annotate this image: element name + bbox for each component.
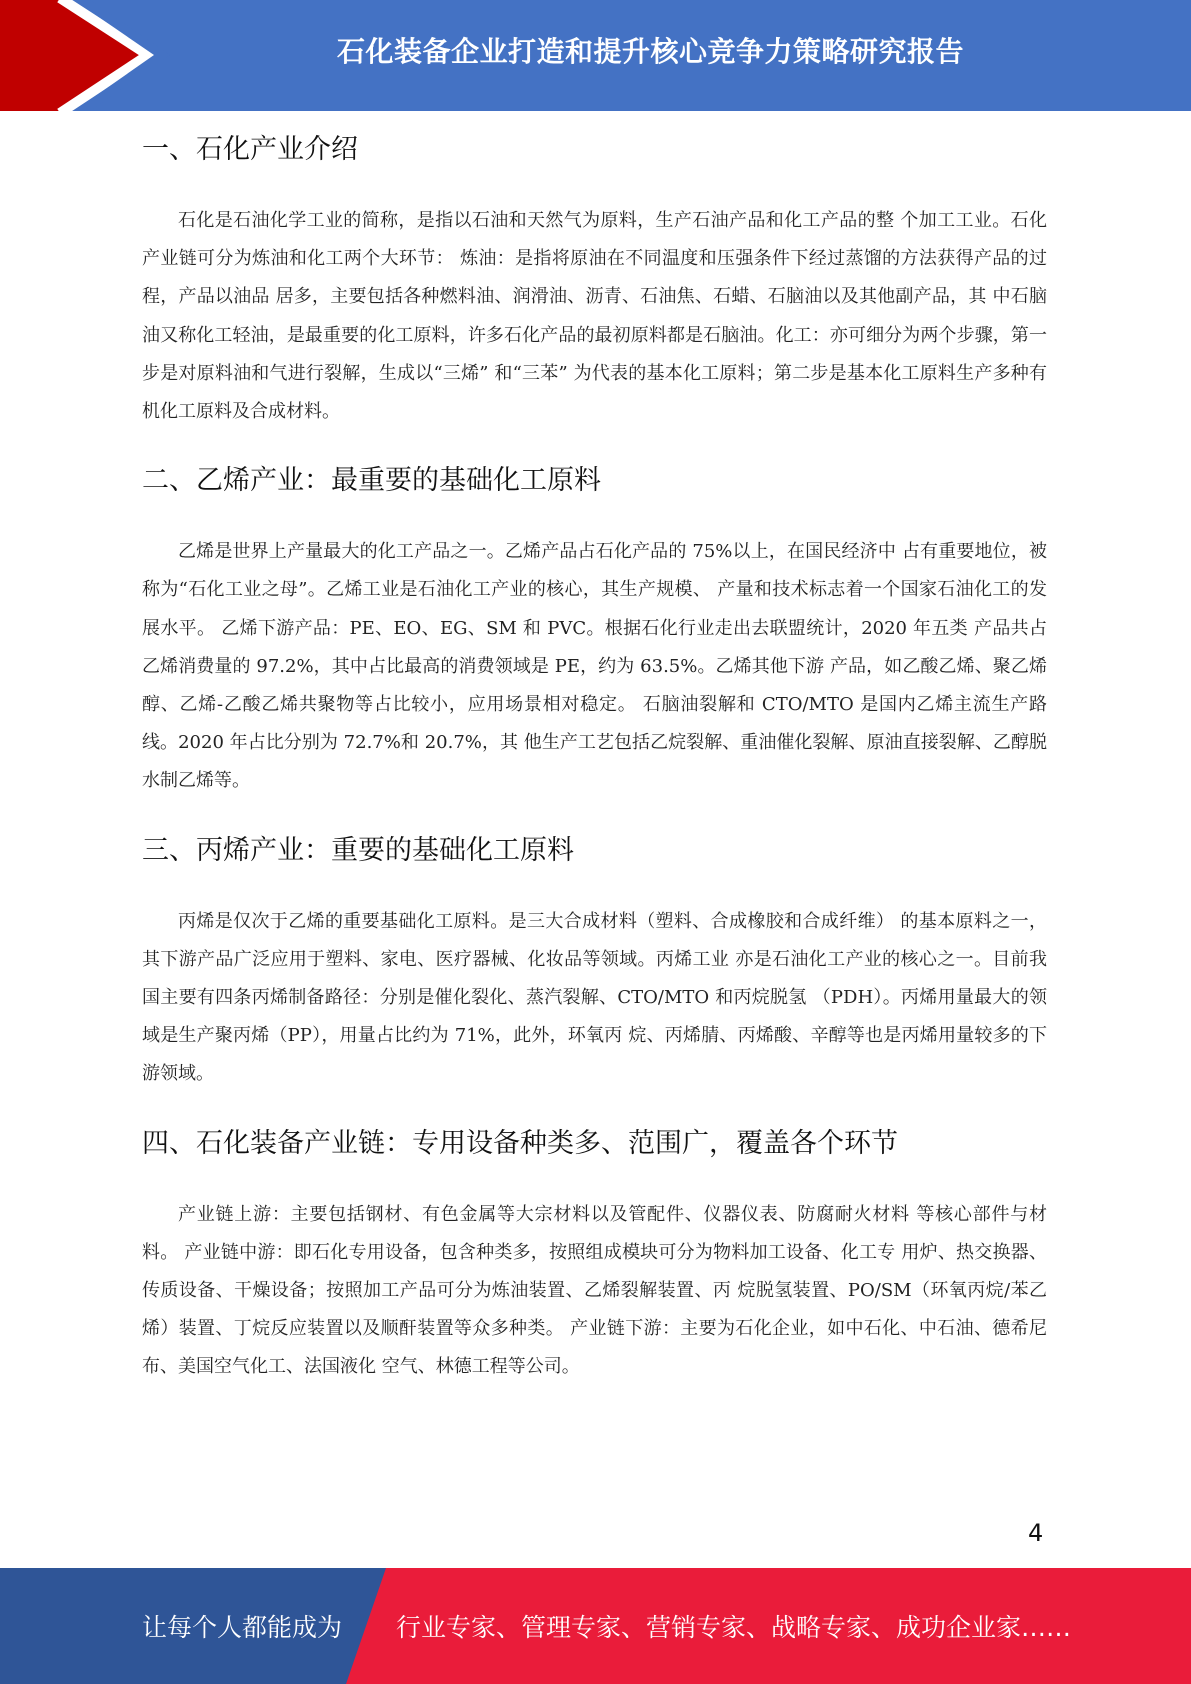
section-paragraph: 乙烯是世界上产量最大的化工产品之一。乙烯产品占石化产品的 75%以上，在国民经济中 占有重要地位，被称为“石化工业之母”。乙烯工业是石油化工产业的核心，其生产规模、 产量和技术标志着一个国家石油化工的发展水平。 乙烯下游产品：PE、EO、EG、SM 和 PVC。根据石化行业走出去联盟统计，2020 年五类 产品共占乙烯消费量的 97.2%，其中占比最高的消费领域是 PE，约为 63.5%。乙烯其他下游 产品，如乙酸乙烯、聚乙烯醇、乙烯-乙酸乙烯共聚物等占比较小，应用场景相对稳定。 石脑油裂解和 CTO/MTO 是国内乙烯主流生产路线。2020 年占比分别为 72.7%和 20.7%，其 他生产工艺包括乙烷裂解、重油催化裂解、原油直接裂解、乙醇脱水制乙烯等。 bbox=[142, 541, 1047, 792]
section-propylene bbox=[142, 821, 1047, 1094]
section-ethylene bbox=[142, 451, 1047, 800]
section-equipment-chain bbox=[142, 1114, 1047, 1387]
section-petrochemical-intro bbox=[142, 120, 1047, 431]
section-heading: 四、石化装备产业链：专用设备种类多、范围广，覆盖各个环节 bbox=[142, 1127, 898, 1159]
page-content bbox=[142, 120, 1047, 1407]
section-paragraph: 产业链上游：主要包括钢材、有色金属等大宗材料以及管配件、仪器仪表、防腐耐火材料 等核心部件与材料。 产业链中游：即石化专用设备，包含种类多，按照组成模块可分为物料加工设备、化工专 用炉、热交换器、传质设备、干燥设备；按照加工产品可分为炼油装置、乙烯裂解装置、丙 烷脱氢装置、PO/SM（环氧丙烷/苯乙烯）装置、丁烷反应装置以及顺酐装置等众多种类。 产业链下游：主要为石化企业，如中石化、中石油、德希尼布、美国空气化工、法国液化 空气、林德工程等公司。 bbox=[142, 1203, 1047, 1378]
section-heading: 三、丙烯产业：重要的基础化工原料 bbox=[142, 834, 574, 866]
footer-slogan-right: 行业专家、管理专家、营销专家、战略专家、成功企业家…… bbox=[396, 1613, 1072, 1642]
page-header bbox=[0, 0, 1191, 111]
section-heading: 一、石化产业介绍 bbox=[142, 134, 358, 165]
page-footer bbox=[0, 1568, 1191, 1684]
header-red-arrow bbox=[0, 0, 148, 111]
section-paragraph: 石化是石油化学工业的简称，是指以石油和天然气为原料，生产石油产品和化工产品的整 个加工工业。石化产业链可分为炼油和化工两个大环节： 炼油：是指将原油在不同温度和压强条件下经过蒸馏的方法获得产品的过程，产品以油品 居多，主要包括各种燃料油、润滑油、沥青、石油焦、石蜡、石脑油以及其他副产品，其 中石脑油又称化工轻油，是最重要的化工原料，许多石化产品的最初原料都是石脑油。化工：亦可细分为两个步骤，第一步是对原料油和气进行裂解，生成以“三烯” 和“三苯” 为代表的基本化工原料；第二步是基本化工原料生产多种有机化工原料及合成材料。 bbox=[142, 210, 1047, 423]
footer-slogan-left: 让每个人都能成为 bbox=[142, 1613, 343, 1642]
section-paragraph: 丙烯是仅次于乙烯的重要基础化工原料。是三大合成材料（塑料、合成橡胶和合成纤维） 的基本原料之一，其下游产品广泛应用于塑料、家电、医疗器械、化妆品等领域。丙烯工业 亦是石油化工产业的核心之一。目前我国主要有四条丙烯制备路径：分别是催化裂化、蒸汽裂解、CTO/MTO 和丙烷脱氢 （PDH）。丙烯用量最大的领域是生产聚丙烯（PP），用量占比约为 71%，此外，环氧丙 烷、丙烯腈、丙烯酸、辛醇等也是丙烯用量较多的下游领域。 bbox=[142, 910, 1047, 1085]
document-title: 石化装备企业打造和提升核心竞争力策略研究报告 bbox=[336, 35, 964, 68]
section-heading: 二、乙烯产业：最重要的基础化工原料 bbox=[142, 465, 601, 497]
page-number: 4 bbox=[1028, 1519, 1044, 1547]
